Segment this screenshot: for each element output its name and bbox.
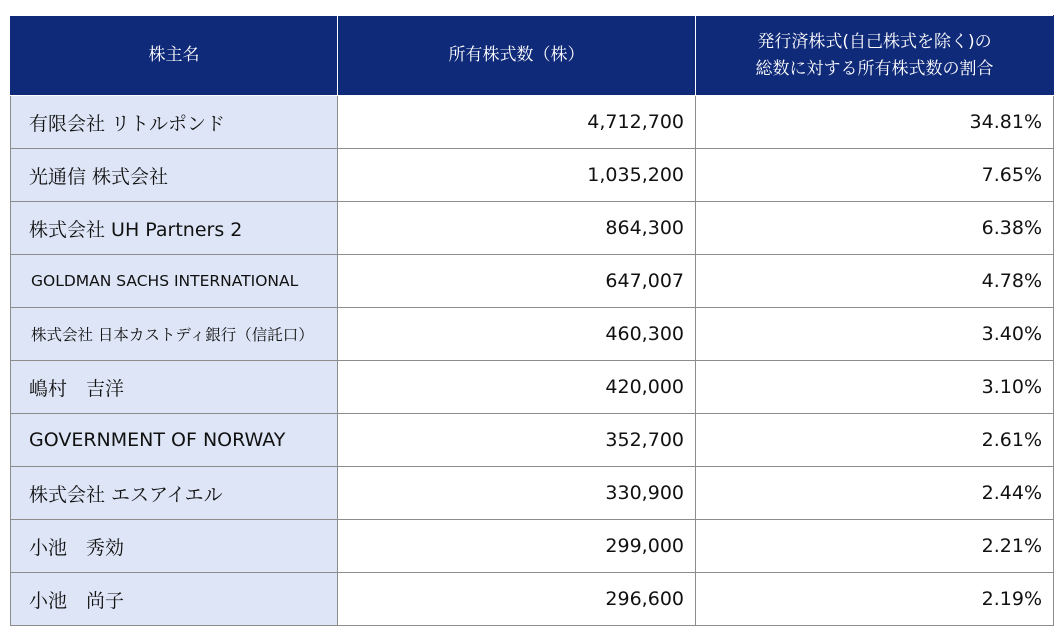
shareholder-name-cell: 小池 秀効	[11, 520, 338, 573]
table-row	[11, 467, 1054, 520]
table-row	[11, 202, 1054, 255]
ratio-cell: 4.78%	[696, 255, 1054, 308]
shareholder-name-cell: GOVERNMENT OF NORWAY	[11, 414, 338, 467]
shareholder-table-container	[10, 15, 1053, 626]
ratio-cell: 2.61%	[696, 414, 1054, 467]
header-ratio-line-2: 総数に対する所有株式数の割合	[755, 58, 994, 79]
header-ownership-ratio	[696, 16, 1054, 96]
shares-cell: 352,700	[338, 414, 696, 467]
shareholder-name-cell: 株式会社 エスアイエル	[11, 467, 338, 520]
ratio-cell: 2.44%	[696, 467, 1054, 520]
shares-cell: 864,300	[338, 202, 696, 255]
header-row	[11, 16, 1054, 96]
table-row	[11, 308, 1054, 361]
table-row	[11, 361, 1054, 414]
header-shareholder-name: 株主名	[11, 16, 338, 96]
header-shares-held: 所有株式数（株）	[338, 16, 696, 96]
ratio-cell: 7.65%	[696, 149, 1054, 202]
table-row	[11, 414, 1054, 467]
ratio-cell: 2.19%	[696, 573, 1054, 626]
table-row	[11, 573, 1054, 626]
table-row	[11, 149, 1054, 202]
shares-cell: 460,300	[338, 308, 696, 361]
table-row	[11, 255, 1054, 308]
ratio-cell: 34.81%	[696, 96, 1054, 149]
header-ratio-line-1: 発行済株式(自己株式を除く)の	[757, 31, 992, 52]
shareholder-name-cell: 光通信 株式会社	[11, 149, 338, 202]
ratio-cell: 6.38%	[696, 202, 1054, 255]
table-header	[11, 16, 1054, 96]
shares-cell: 4,712,700	[338, 96, 696, 149]
shareholder-name-cell: 有限会社 リトルポンド	[11, 96, 338, 149]
shares-cell: 330,900	[338, 467, 696, 520]
ratio-cell: 3.40%	[696, 308, 1054, 361]
table-body	[11, 96, 1054, 626]
shares-cell: 296,600	[338, 573, 696, 626]
ratio-cell: 2.21%	[696, 520, 1054, 573]
shares-cell: 299,000	[338, 520, 696, 573]
shareholder-name-cell: 嶋村 吉洋	[11, 361, 338, 414]
table-row	[11, 520, 1054, 573]
shares-cell: 647,007	[338, 255, 696, 308]
ratio-cell: 3.10%	[696, 361, 1054, 414]
shareholder-name-cell: GOLDMAN SACHS INTERNATIONAL	[11, 255, 338, 308]
shareholder-name-cell: 株式会社 日本カストディ銀行（信託口）	[11, 308, 338, 361]
shares-cell: 420,000	[338, 361, 696, 414]
shareholder-name-cell: 小池 尚子	[11, 573, 338, 626]
shares-cell: 1,035,200	[338, 149, 696, 202]
major-shareholders-table	[10, 15, 1054, 626]
table-row	[11, 96, 1054, 149]
shareholder-name-cell: 株式会社 UH Partners 2	[11, 202, 338, 255]
